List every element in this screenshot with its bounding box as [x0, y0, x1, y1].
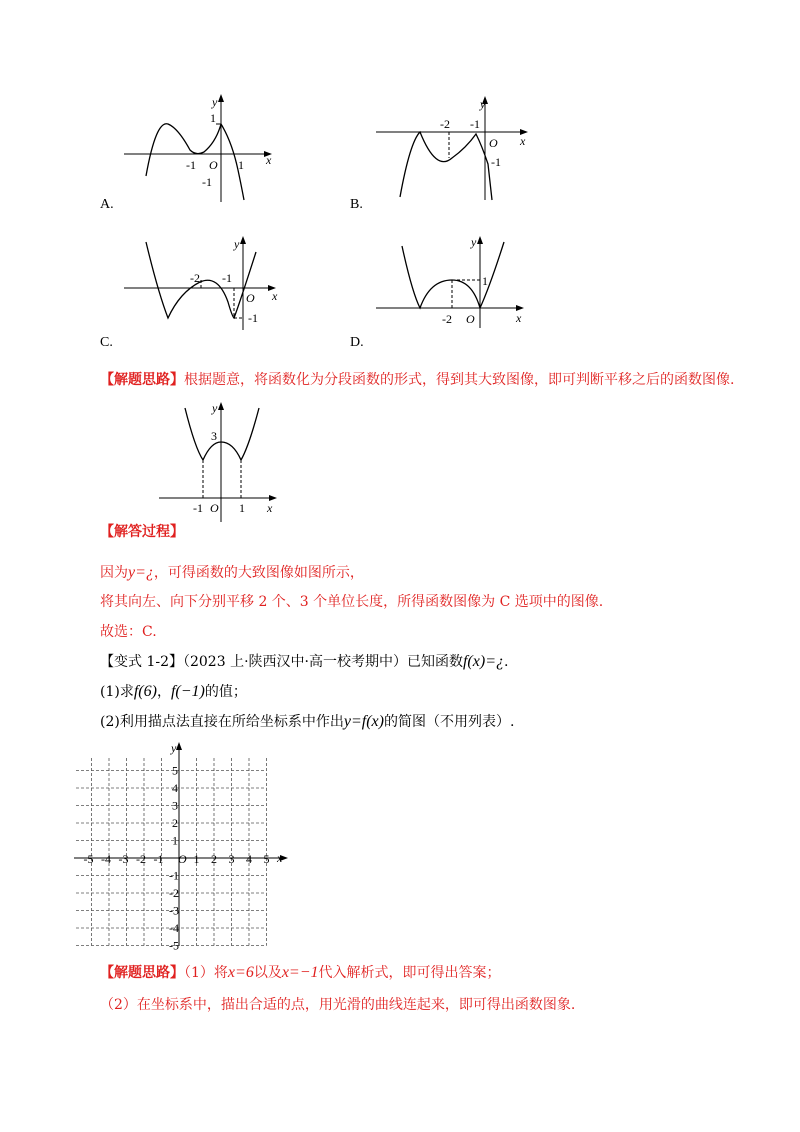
thinking-text-1: 根据题意，将函数化为分段函数的形式，得到其大致图像，即可判断平移之后的函数图像. [184, 372, 735, 388]
sol-axis-x: x [267, 501, 273, 515]
a-axis-x: x [266, 153, 272, 167]
grid-x-label: 2 [211, 852, 217, 866]
q1-math-a: f(6) [133, 683, 157, 700]
a-tick-x1: 1 [238, 158, 244, 172]
c-origin: O [246, 291, 255, 305]
grid-x-label: 4 [246, 852, 252, 866]
option-d-label[interactable]: D. [350, 335, 364, 350]
c-axis-y: y [234, 237, 240, 251]
solution-graph [155, 398, 285, 523]
a-tick-ym1: -1 [202, 175, 212, 189]
variant-title-suffix: . [503, 654, 509, 670]
c-tick-xm1: -1 [222, 271, 232, 285]
variant-title-math: f(x)=¿ [462, 653, 504, 670]
grid-x-label: -2 [136, 852, 146, 866]
thinking-paragraph-2 [100, 963, 501, 983]
variant-question-1 [100, 682, 247, 702]
sol-tick-x1: 1 [239, 501, 245, 515]
grid-y-label: 4 [172, 781, 178, 795]
grid-y-label: 2 [172, 816, 178, 830]
q1-math-b: f(−1) [170, 683, 205, 700]
grid-x-label: 5 [263, 852, 270, 866]
grid-axis-x: x [277, 851, 283, 865]
process-line-1 [100, 563, 364, 583]
q2-prefix: (2)利用描点法直接在所给坐标系中作出 [100, 714, 344, 730]
process-heading [100, 522, 184, 542]
d-tick-xm2: -2 [442, 312, 452, 326]
grid-y-label: -4 [169, 921, 179, 935]
grid-y-label: 5 [172, 763, 178, 778]
b-origin: O [489, 136, 498, 150]
grid-y-label: -5 [169, 938, 179, 953]
grid-y-label: -1 [169, 868, 179, 883]
b-tick-ym1: -1 [491, 155, 501, 169]
option-b-label[interactable]: B. [350, 197, 363, 212]
thinking2-suffix: 代入解析式，即可得出答案； [318, 965, 501, 981]
process-heading-text: 【解答过程】 [100, 524, 184, 540]
variant-title [100, 652, 508, 672]
option-b-graph [372, 92, 532, 202]
d-origin: O [466, 312, 475, 326]
d-tick-y1: 1 [482, 274, 488, 288]
sol-tick-xm1: -1 [193, 501, 203, 515]
q1-suffix: 的值； [204, 684, 247, 700]
thinking2-line-2: （2）在坐标系中，描出合适的点，用光滑的曲线连起来，即可得出函数图象. [100, 997, 576, 1013]
thinking-heading-1: 【解题思路】 [100, 372, 184, 388]
option-a-label[interactable]: A. [100, 197, 114, 212]
grid-y-label: 3 [172, 798, 178, 813]
process-line1-suffix: ，可得函数的大致图像如图所示， [153, 565, 364, 581]
d-axis-x: x [516, 311, 522, 325]
grid-x-label: -3 [118, 852, 129, 866]
coordinate-grid [72, 738, 297, 953]
grid-x-label: -4 [101, 852, 111, 866]
q1-prefix: (1)求 [100, 684, 134, 700]
grid-y-label: -2 [169, 886, 179, 900]
a-origin: O [209, 158, 218, 172]
option-a-graph [120, 90, 280, 205]
grid-origin: O [178, 852, 187, 866]
grid-x-label: 1 [193, 852, 200, 866]
b-tick-xm2: -2 [440, 117, 450, 131]
variant-title-prefix: 【变式 1-2】（2023 上·陕西汉中·高一校考期中）已知函数 [100, 654, 463, 670]
thinking2-math-a: x=6 [227, 964, 254, 981]
a-tick-y1: 1 [210, 111, 216, 125]
grid-axis-y: y [171, 741, 177, 755]
thinking-paragraph-1 [100, 370, 734, 390]
q2-math: y=f(x) [343, 713, 384, 730]
option-d-graph [372, 232, 532, 332]
sol-axis-y: y [212, 401, 218, 415]
b-tick-xm1: -1 [470, 117, 480, 131]
process-line1-prefix: 因为 [100, 565, 128, 581]
sol-tick-y3: 3 [211, 429, 217, 443]
b-axis-y: y [480, 97, 486, 111]
grid-x-label: -5 [83, 852, 94, 866]
thinking-heading-2: 【解题思路】 [100, 965, 184, 981]
grid-y-label: -3 [169, 903, 179, 918]
c-axis-x: x [272, 289, 278, 303]
q2-suffix: 的简图（不用列表）. [383, 714, 515, 730]
grid-x-label: 3 [228, 852, 235, 866]
option-c-graph [120, 232, 285, 332]
grid-x-label: -1 [153, 852, 164, 866]
c-tick-xm2: -2 [190, 271, 200, 285]
thinking2-math-b: x=−1 [281, 964, 319, 981]
b-axis-x: x [520, 134, 526, 148]
option-c-label[interactable]: C. [100, 335, 113, 350]
d-axis-y: y [471, 235, 477, 249]
c-tick-ym1: -1 [248, 311, 258, 325]
process-line-2: 将其向左、向下分别平移 2 个、3 个单位长度，所得函数图像为 C 选项中的图像. [100, 594, 604, 610]
a-tick-xm1: -1 [186, 158, 196, 172]
thinking2-mid: 以及 [253, 965, 282, 981]
process-line1-math: y=¿ [128, 564, 154, 581]
sol-origin: O [210, 501, 219, 515]
a-axis-y: y [212, 95, 218, 109]
grid-y-label: 1 [172, 833, 178, 848]
process-line-3: 故选：C. [100, 624, 157, 640]
variant-question-2 [100, 712, 514, 732]
q1-sep: ， [156, 684, 171, 700]
thinking2-prefix: （1）将 [184, 965, 228, 981]
